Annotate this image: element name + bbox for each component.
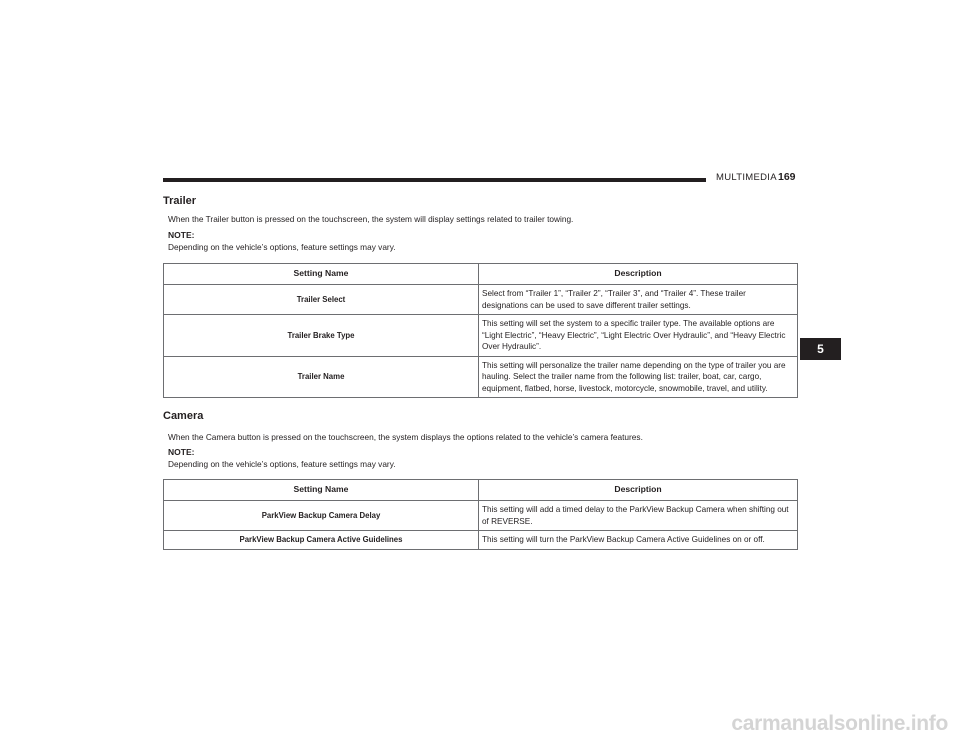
watermark: carmanualsonline.info: [731, 712, 948, 735]
setting-name-cell: Trailer Name: [164, 356, 479, 398]
chapter-tab: 5: [800, 338, 841, 360]
trailer-heading: Trailer: [163, 195, 197, 207]
setting-description-cell: This setting will set the system to a specific trailer type. The available options are “Light Electric”, “Heavy Electric”, “Light Electric Over Hydraulic”, and “Heavy Electric Over Hydraulic”.: [479, 315, 798, 357]
table-header-row: [164, 480, 798, 501]
trailer-note-text: Depending on the vehicle’s options, feature settings may vary.: [168, 242, 396, 252]
section-name: MULTIMEDIA: [716, 172, 777, 183]
camera-note-text: Depending on the vehicle’s options, feature settings may vary.: [168, 459, 396, 469]
camera-heading: Camera: [163, 410, 204, 422]
trailer-intro: When the Trailer button is pressed on the touchscreen, the system will display settings related to trailer towing.: [168, 214, 574, 224]
camera-note-label: NOTE:: [168, 447, 195, 457]
column-header-description: Description: [479, 264, 798, 285]
trailer-settings-table: [163, 263, 798, 398]
table-header-row: [164, 264, 798, 285]
setting-name-cell: ParkView Backup Camera Delay: [164, 501, 479, 531]
page-number: 169: [778, 171, 796, 183]
table-row: [164, 531, 798, 550]
setting-description-cell: This setting will personalize the trailer name depending on the type of trailer you are hauling. Select the trailer name from the following list: trailer, boat, car, cargo, equipment, flatbed, horse, livestock, motorcycle, snowmobile, travel, and utility.: [479, 356, 798, 398]
setting-description-cell: This setting will add a timed delay to the ParkView Backup Camera when shifting out of REVERSE.: [479, 501, 798, 531]
table-row: [164, 315, 798, 357]
column-header-setting-name: Setting Name: [164, 264, 479, 285]
setting-name-cell: Trailer Select: [164, 285, 479, 315]
column-header-description: Description: [479, 480, 798, 501]
setting-description-cell: This setting will turn the ParkView Backup Camera Active Guidelines on or off.: [479, 531, 798, 550]
setting-name-cell: Trailer Brake Type: [164, 315, 479, 357]
table-row: [164, 501, 798, 531]
camera-intro: When the Camera button is pressed on the touchscreen, the system displays the options related to the vehicle’s camera features.: [168, 432, 643, 442]
setting-description-cell: Select from “Trailer 1”, “Trailer 2”, “Trailer 3”, and “Trailer 4”. These trailer designations can be used to save different trailer settings.: [479, 285, 798, 315]
camera-settings-table: [163, 479, 798, 550]
header-rule: [163, 178, 706, 182]
column-header-setting-name: Setting Name: [164, 480, 479, 501]
table-row: [164, 285, 798, 315]
setting-name-cell: ParkView Backup Camera Active Guidelines: [164, 531, 479, 550]
trailer-note-label: NOTE:: [168, 230, 195, 240]
table-row: [164, 356, 798, 398]
